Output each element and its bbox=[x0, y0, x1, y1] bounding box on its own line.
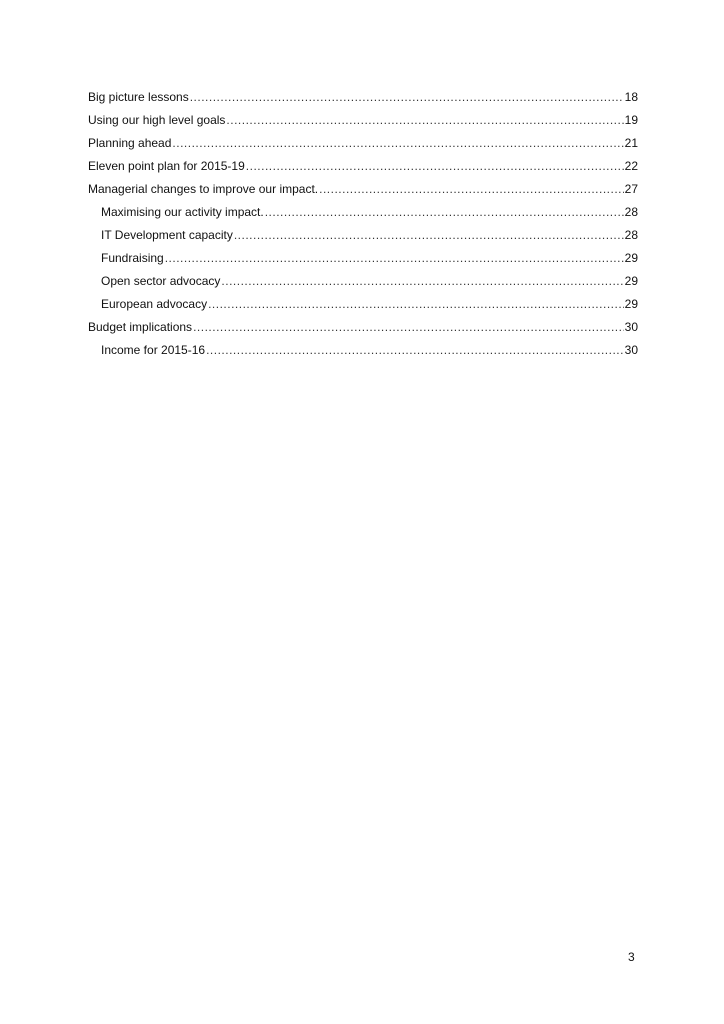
toc-dot-leader bbox=[190, 87, 624, 107]
toc-dot-leader bbox=[221, 271, 623, 291]
toc-entry-title: IT Development capacity bbox=[101, 228, 233, 242]
toc-entry-title: Fundraising bbox=[101, 251, 164, 265]
toc-entry-title: European advocacy bbox=[101, 297, 208, 311]
toc-entry-page: 19 bbox=[624, 113, 638, 127]
toc-dot-leader bbox=[208, 294, 624, 314]
toc-entry-page: 18 bbox=[624, 90, 638, 104]
toc-entry-page: 28 bbox=[624, 228, 638, 242]
toc-entry-page: 29 bbox=[624, 251, 638, 265]
toc-entry-big-picture-lessons[interactable] bbox=[88, 87, 638, 110]
toc-entry-managerial-changes[interactable] bbox=[88, 179, 638, 202]
toc-dot-leader bbox=[319, 179, 624, 199]
toc-entry-title: Eleven point plan for 2015-19 bbox=[88, 159, 245, 173]
toc-entry-maximising-activity-impact[interactable] bbox=[88, 202, 638, 225]
toc-entry-title: Open sector advocacy bbox=[101, 274, 221, 288]
toc-entry-title: Maximising our activity impact. bbox=[101, 205, 264, 219]
toc-entry-title: Using our high level goals bbox=[88, 113, 226, 127]
toc-entry-title: Income for 2015-16 bbox=[101, 343, 206, 357]
toc-dot-leader bbox=[234, 225, 624, 245]
toc-entry-title: Planning ahead bbox=[88, 136, 172, 150]
toc-dot-leader bbox=[172, 133, 623, 153]
toc-dot-leader bbox=[246, 156, 624, 176]
toc-entry-title: Big picture lessons bbox=[88, 90, 189, 104]
toc-entry-page: 22 bbox=[624, 159, 638, 173]
toc-entry-title: Budget implications bbox=[88, 320, 193, 334]
toc-entry-page: 27 bbox=[624, 182, 638, 196]
toc-entry-income-2015-16[interactable] bbox=[88, 340, 638, 363]
toc-entry-page: 29 bbox=[624, 297, 638, 311]
toc-entry-it-development-capacity[interactable] bbox=[88, 225, 638, 248]
toc-dot-leader bbox=[193, 317, 624, 337]
toc-dot-leader bbox=[165, 248, 624, 268]
table-of-contents bbox=[88, 87, 638, 363]
toc-entry-planning-ahead[interactable] bbox=[88, 133, 638, 156]
toc-entry-page: 30 bbox=[624, 320, 638, 334]
toc-entry-fundraising[interactable] bbox=[88, 248, 638, 271]
toc-entry-using-our-high-level-goals[interactable] bbox=[88, 110, 638, 133]
toc-entry-page: 21 bbox=[624, 136, 638, 150]
toc-entry-open-sector-advocacy[interactable] bbox=[88, 271, 638, 294]
toc-entry-title: Managerial changes to improve our impact. bbox=[88, 182, 319, 196]
toc-entry-page: 28 bbox=[624, 205, 638, 219]
toc-entry-page: 30 bbox=[624, 343, 638, 357]
toc-dot-leader bbox=[265, 202, 624, 222]
toc-dot-leader bbox=[226, 110, 623, 130]
toc-entry-page: 29 bbox=[624, 274, 638, 288]
page-number: 3 bbox=[628, 950, 635, 964]
toc-dot-leader bbox=[206, 340, 624, 360]
toc-entry-budget-implications[interactable] bbox=[88, 317, 638, 340]
toc-entry-eleven-point-plan[interactable] bbox=[88, 156, 638, 179]
toc-entry-european-advocacy[interactable] bbox=[88, 294, 638, 317]
